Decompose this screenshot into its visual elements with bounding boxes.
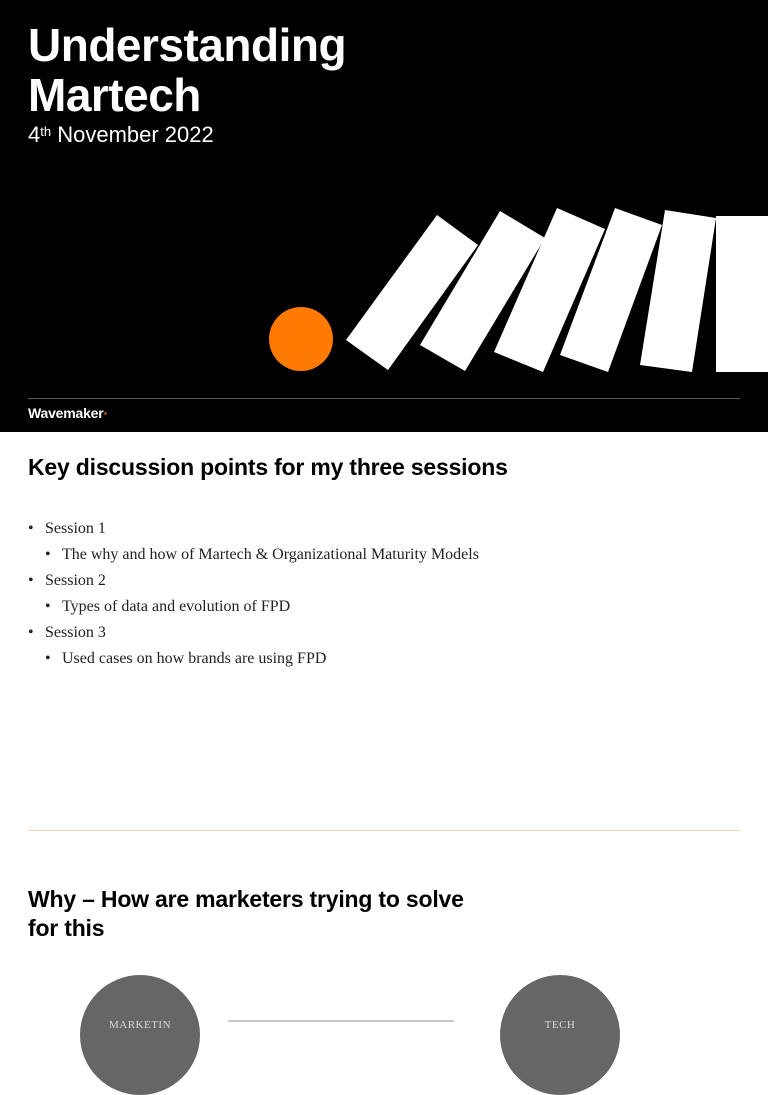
bullet-icon: • (45, 598, 51, 615)
orange-ball (269, 307, 333, 371)
list-item: • Session 2 (28, 569, 479, 595)
title-line-1: Understanding (28, 19, 347, 71)
tech-circle-label: TECH (544, 1019, 576, 1031)
title-line-2: Martech (28, 69, 201, 121)
why-how-title-line-1: Why – How are marketers trying to solve (28, 886, 464, 912)
tech-circle (500, 975, 620, 1095)
why-how-title (28, 885, 548, 943)
circle-connector-line (228, 1020, 454, 1022)
list-item: • Types of data and evolution of FPD (28, 595, 479, 621)
bullet-icon: • (45, 650, 51, 667)
wavemaker-logo: Wavemaker· (28, 405, 108, 421)
marketing-circle (80, 975, 200, 1095)
agenda-list (28, 517, 479, 673)
bullet-icon: • (45, 546, 51, 563)
bullet-icon: • (28, 624, 34, 641)
list-item: • Session 3 (28, 621, 479, 647)
date-month-year: November 2022 (51, 122, 214, 147)
why-how-title-line-2: for this (28, 915, 105, 941)
footer-rule (28, 398, 740, 399)
title-slide (0, 0, 768, 432)
marketing-circle-label: MARKETIN (108, 1019, 172, 1031)
falling-dominoes-illustration (0, 0, 768, 432)
agenda-title: Key discussion points for my three sessions (28, 454, 508, 480)
list-item: • Used cases on how brands are using FPD (28, 647, 479, 673)
date-day: 4 (28, 122, 41, 147)
list-item: • The why and how of Martech & Organizational Maturity Models (28, 543, 479, 569)
bullet-icon: • (28, 572, 34, 589)
slide-divider (28, 830, 740, 831)
list-item: • Session 1 (28, 517, 479, 543)
bullet-icon: • (28, 520, 34, 537)
date-suffix: th (40, 124, 52, 139)
domino-6 (716, 216, 768, 372)
